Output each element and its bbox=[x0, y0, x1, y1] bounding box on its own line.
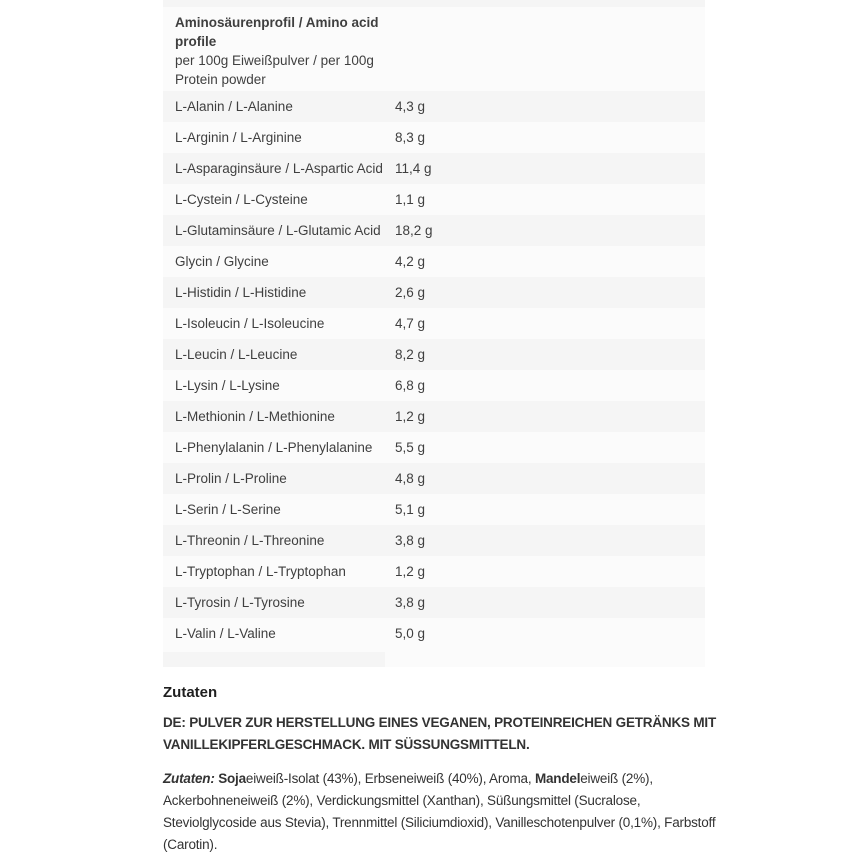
amino-acid-name: L-Tryptophan / L-Tryptophan bbox=[175, 564, 346, 579]
table-row bbox=[163, 556, 705, 587]
ingredients-segment: eiweiß (2%), Ackerbohneneiweiß (2%), Verdickungsmittel (Xanthan), Süßungsmittel (Sucralose, Steviolglycoside aus Stevia), Trennmittel (Siliciumdioxid), Vanilleschotenpulver (0,1%), Farbstoff (Carotin). bbox=[163, 771, 716, 852]
amino-acid-name: L-Isoleucin / L-Isoleucine bbox=[175, 316, 325, 331]
table-row bbox=[163, 153, 705, 184]
amino-acid-value: 3,8 g bbox=[395, 533, 426, 548]
amino-acid-table bbox=[163, 7, 705, 667]
table-row bbox=[163, 432, 705, 463]
amino-acid-name: L-Glutaminsäure / L-Glutamic Acid bbox=[175, 223, 381, 238]
amino-acid-value: 4,2 g bbox=[395, 254, 426, 269]
ingredients-segment: eiweiß-Isolat (43%), Erbseneiweiß (40%), Aroma, bbox=[245, 771, 535, 786]
amino-acid-name: L-Threonin / L-Threonine bbox=[175, 533, 325, 548]
amino-acid-name: L-Alanin / L-Alanine bbox=[175, 99, 293, 114]
amino-acid-value: 6,8 g bbox=[395, 378, 426, 393]
table-row bbox=[163, 587, 705, 618]
amino-acid-name: L-Leucin / L-Leucine bbox=[175, 347, 298, 362]
table-row bbox=[163, 277, 705, 308]
ingredient-soy-emphasis: Soja bbox=[218, 771, 246, 786]
amino-acid-value: 3,8 g bbox=[395, 595, 426, 610]
ingredients-list bbox=[163, 768, 728, 856]
amino-acid-value: 4,7 g bbox=[395, 316, 426, 331]
table-row bbox=[163, 246, 705, 277]
product-detail-content bbox=[163, 0, 716, 856]
amino-acid-name: L-Phenylalanin / L-Phenylalanine bbox=[175, 440, 373, 455]
amino-acid-name: L-Serin / L-Serine bbox=[175, 502, 281, 517]
table-row bbox=[163, 184, 705, 215]
table-row bbox=[163, 401, 705, 432]
amino-acid-name: L-Valin / L-Valine bbox=[175, 626, 276, 641]
ingredients-declaration: DE: PULVER ZUR HERSTELLUNG EINES VEGANEN, PROTEINREICHEN GETRÄNKS MIT VANILLEKIPFERLGESCHMACK. MIT SÜSSUNGSMITTELN. bbox=[163, 715, 716, 752]
table-row bbox=[163, 215, 705, 246]
table-row bbox=[163, 339, 705, 370]
ingredients-list-label: Zutaten: bbox=[163, 771, 219, 786]
amino-acid-name: L-Cystein / L-Cysteine bbox=[175, 192, 308, 207]
amino-acid-value: 5,0 g bbox=[395, 626, 426, 641]
ingredients-heading: Zutaten bbox=[163, 684, 218, 701]
amino-acid-value: 1,2 g bbox=[395, 409, 426, 424]
table-row bbox=[163, 91, 705, 122]
amino-acid-value: 1,1 g bbox=[395, 192, 426, 207]
amino-acid-table-header bbox=[163, 7, 705, 91]
amino-acid-value: 1,2 g bbox=[395, 564, 426, 579]
table-subtitle: per 100g Eiweißpulver / per 100g Protein powder bbox=[175, 53, 374, 87]
table-row bbox=[163, 525, 705, 556]
amino-acid-value: 4,3 g bbox=[395, 99, 426, 114]
amino-acid-value: 18,2 g bbox=[395, 223, 433, 238]
amino-acid-name: L-Arginin / L-Arginine bbox=[175, 130, 302, 145]
table-row bbox=[163, 308, 705, 339]
amino-acid-name: L-Methionin / L-Methionine bbox=[175, 409, 335, 424]
table-row bbox=[163, 122, 705, 153]
table-row bbox=[163, 494, 705, 525]
ingredient-almond-emphasis: Mandel bbox=[534, 771, 581, 786]
table-row bbox=[163, 370, 705, 401]
amino-acid-value: 11,4 g bbox=[395, 161, 432, 176]
amino-acid-value: 8,3 g bbox=[395, 130, 426, 145]
amino-acid-name: L-Histidin / L-Histidine bbox=[175, 285, 307, 300]
amino-acid-value: 8,2 g bbox=[395, 347, 426, 362]
amino-acid-table-body bbox=[163, 91, 705, 649]
amino-acid-value: 5,5 g bbox=[395, 440, 426, 455]
amino-acid-value: 2,6 g bbox=[395, 285, 426, 300]
amino-acid-value: 5,1 g bbox=[395, 502, 426, 517]
amino-acid-name: L-Tyrosin / L-Tyrosine bbox=[175, 595, 305, 610]
table-partial-next-row bbox=[163, 652, 385, 667]
table-title: Aminosäurenprofil / Amino acid profile bbox=[175, 15, 379, 49]
table-row bbox=[163, 463, 705, 494]
amino-acid-value: 4,8 g bbox=[395, 471, 426, 486]
amino-acid-name: L-Prolin / L-Proline bbox=[175, 471, 287, 486]
amino-acid-name: L-Asparaginsäure / L-Aspartic Acid bbox=[175, 161, 383, 176]
table-row bbox=[163, 618, 705, 649]
amino-acid-name: L-Lysin / L-Lysine bbox=[175, 378, 280, 393]
previous-table-partial-row bbox=[163, 0, 705, 7]
amino-acid-name: Glycin / Glycine bbox=[175, 254, 269, 269]
